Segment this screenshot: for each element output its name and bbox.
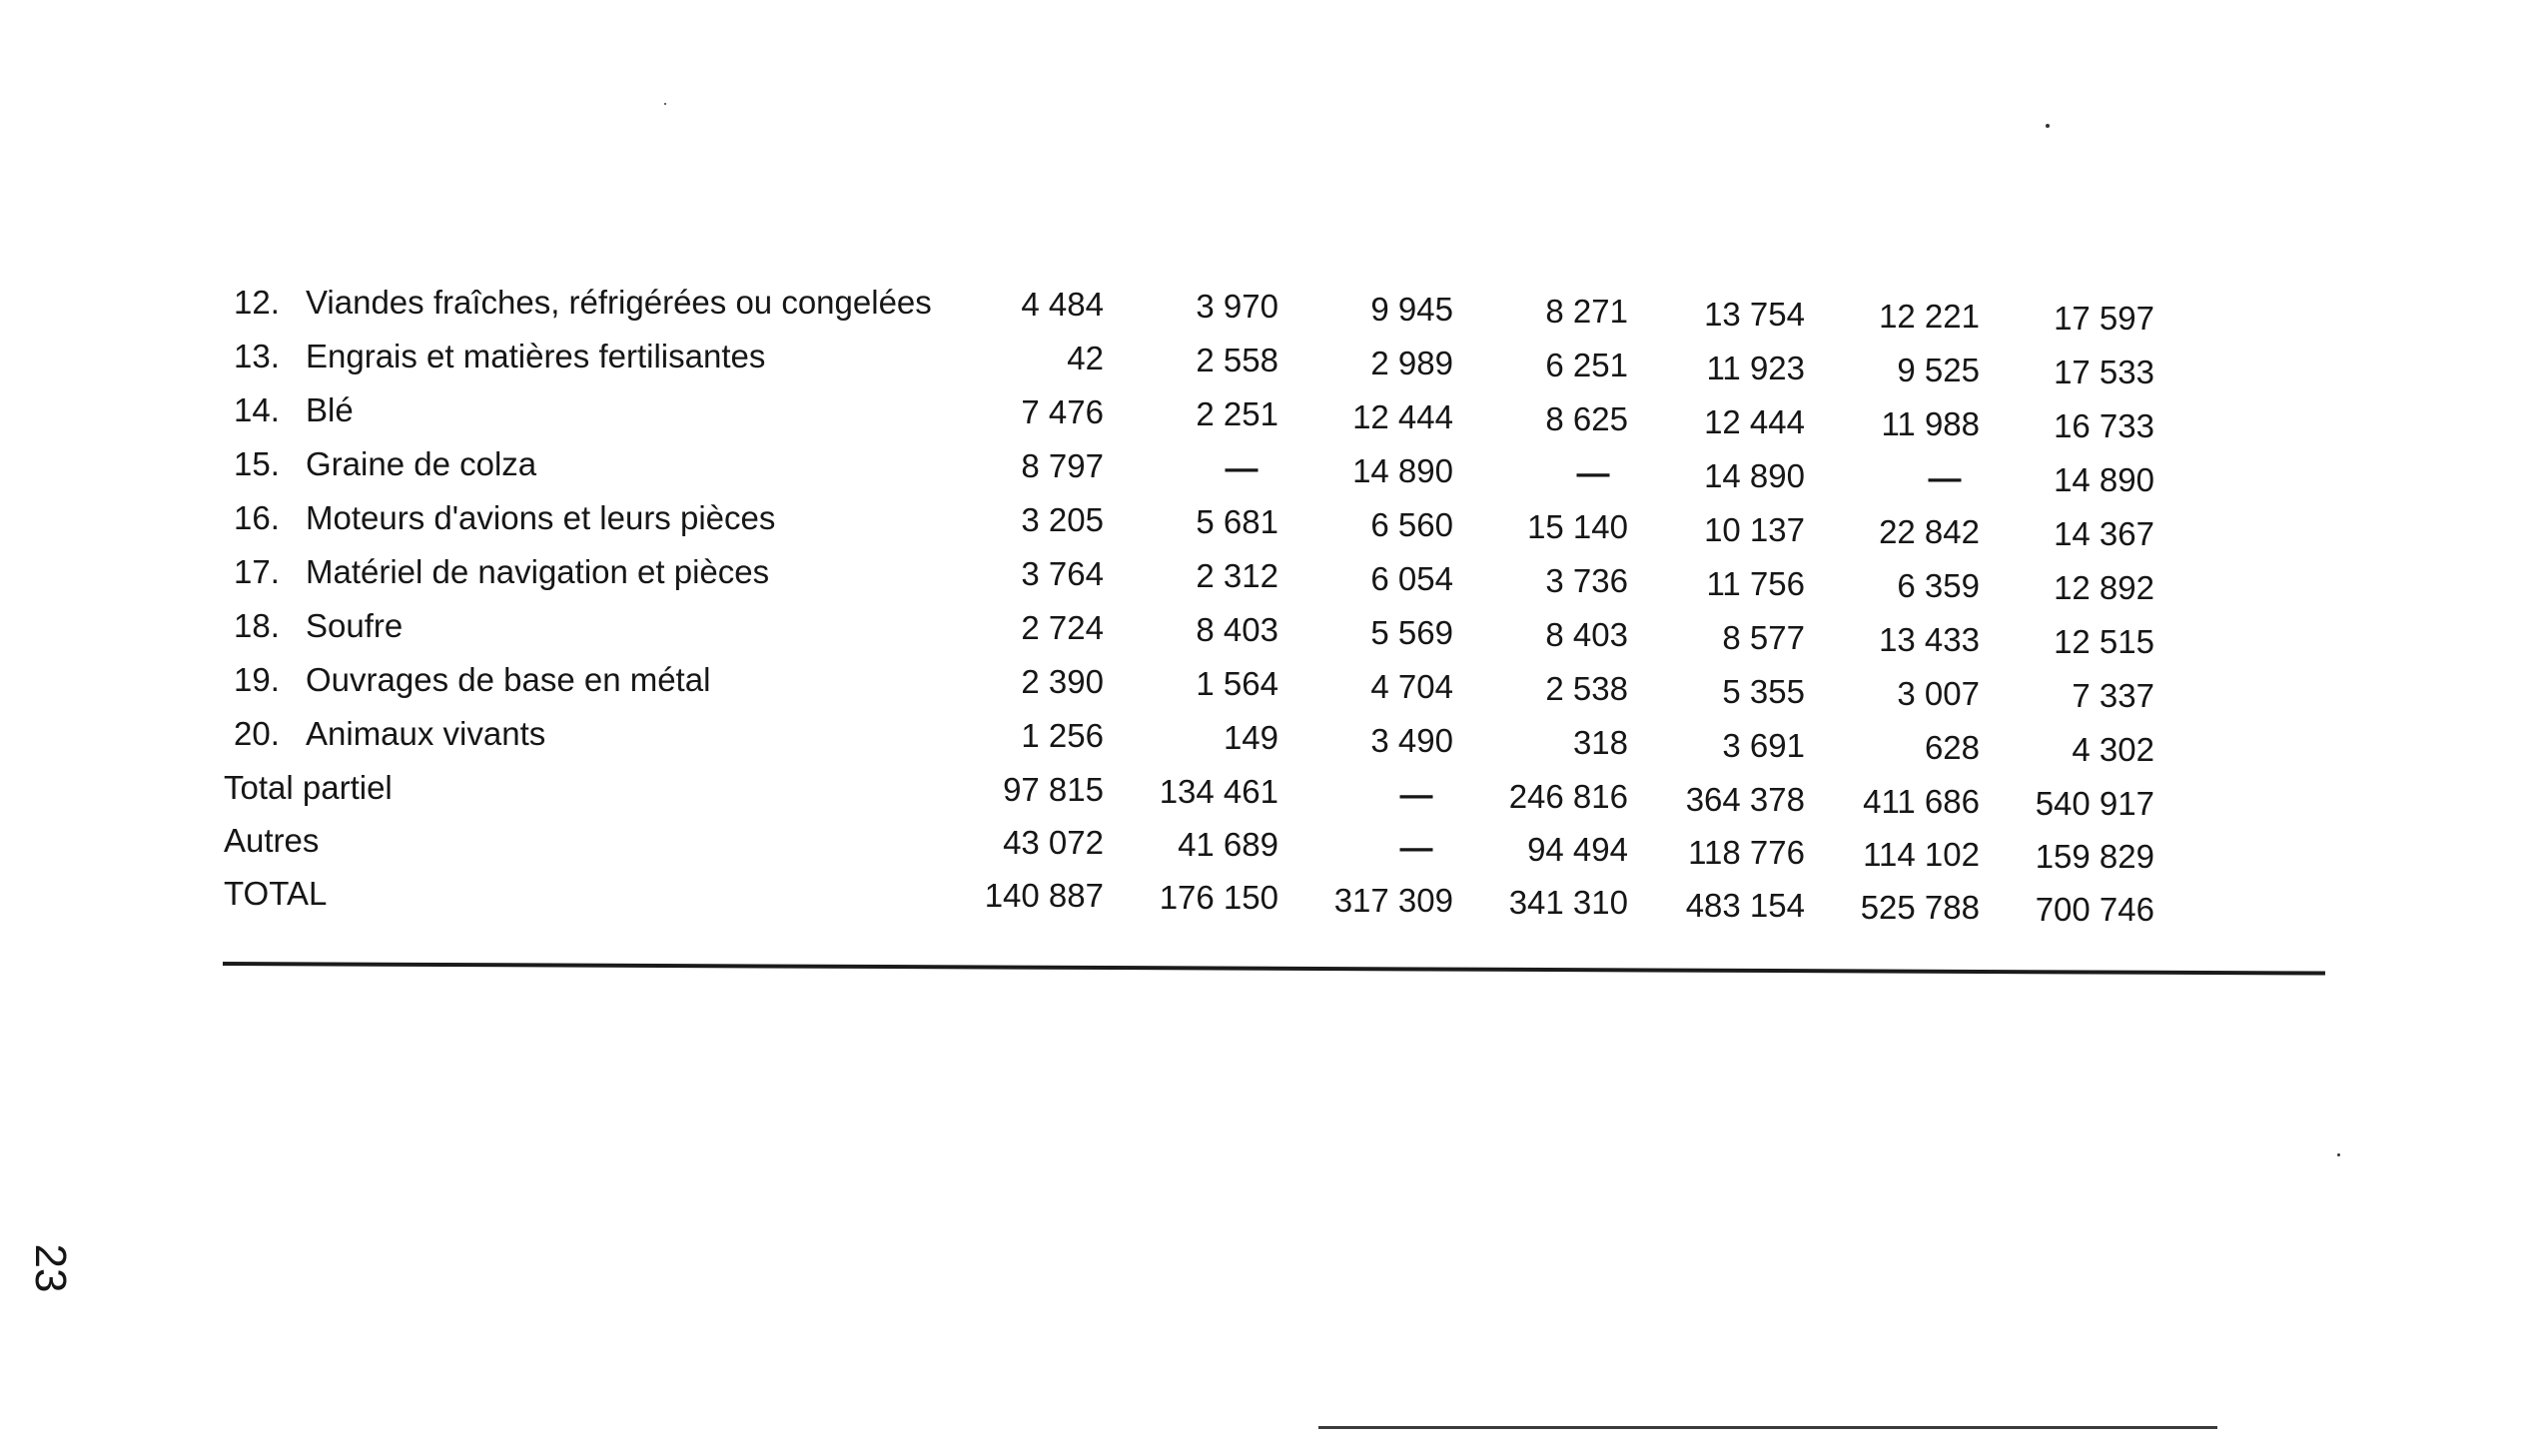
table-cell: 118 776 bbox=[1688, 833, 1805, 871]
row-label: Graine de colza bbox=[306, 445, 537, 482]
table-cell: 12 444 bbox=[1352, 397, 1453, 435]
table-cell: 7 476 bbox=[1021, 393, 1104, 430]
table-cell: 140 887 bbox=[984, 877, 1104, 914]
table-cell: 6 054 bbox=[1370, 559, 1453, 597]
table-cell: 411 686 bbox=[1863, 783, 1980, 820]
table-cell: 700 746 bbox=[2035, 891, 2154, 929]
table-row bbox=[220, 709, 2337, 769]
table-cell: 3 970 bbox=[1196, 288, 1278, 326]
row-number: 19. bbox=[234, 661, 280, 698]
table-cell: 6 359 bbox=[1897, 567, 1980, 604]
table-cell: 11 756 bbox=[1706, 564, 1805, 602]
table-cell: 9 525 bbox=[1897, 352, 1980, 388]
table-cell: 43 072 bbox=[1003, 824, 1104, 861]
table-cell: 364 378 bbox=[1685, 780, 1805, 818]
table-cell: 13 754 bbox=[1704, 295, 1805, 333]
table-cell: — bbox=[1576, 454, 1610, 492]
table-cell: 134 461 bbox=[1159, 773, 1278, 811]
table-cell: 12 892 bbox=[2054, 569, 2154, 607]
table-cell: 2 558 bbox=[1196, 342, 1278, 379]
row-number: 12. bbox=[234, 284, 280, 321]
page-number: 23 bbox=[26, 1243, 75, 1293]
table-cell: 341 310 bbox=[1508, 884, 1628, 922]
row-number: 15. bbox=[234, 445, 280, 482]
row-number: 16. bbox=[234, 499, 280, 536]
table-cell: 17 533 bbox=[2054, 354, 2154, 391]
row-label: Matériel de navigation et pièces bbox=[306, 553, 770, 590]
table-cell: 5 569 bbox=[1370, 613, 1453, 651]
table-cell: 3 764 bbox=[1021, 555, 1104, 592]
table-cell: 8 403 bbox=[1196, 611, 1278, 649]
table-row bbox=[220, 439, 2337, 499]
table-cell: 483 154 bbox=[1685, 886, 1805, 924]
table-cell: — bbox=[1399, 828, 1433, 866]
table-cell: 14 890 bbox=[1352, 451, 1453, 489]
table-cell: 4 484 bbox=[1021, 286, 1104, 323]
table-cell: 2 724 bbox=[1021, 609, 1104, 646]
table-cell: — bbox=[1928, 459, 1962, 496]
table-cell: 2 538 bbox=[1545, 670, 1628, 708]
table-row bbox=[220, 493, 2337, 553]
scan-edge-line bbox=[1318, 1426, 2217, 1429]
table-cell: 16 733 bbox=[2054, 407, 2154, 445]
table-cell: 2 390 bbox=[1021, 663, 1104, 700]
table-cell: 3 691 bbox=[1722, 726, 1805, 764]
table-cell: 628 bbox=[1924, 729, 1980, 766]
table-cell: 149 bbox=[1223, 719, 1278, 757]
table-cell: 2 989 bbox=[1370, 344, 1453, 381]
table-row bbox=[220, 385, 2337, 445]
row-number: 13. bbox=[234, 338, 280, 374]
trade-table bbox=[220, 278, 2337, 929]
table-cell: 8 577 bbox=[1722, 618, 1805, 656]
table-cell: 4 302 bbox=[2072, 731, 2154, 769]
row-number: 20. bbox=[234, 715, 280, 752]
table-cell: 8 797 bbox=[1021, 447, 1104, 484]
table-cell: 14 890 bbox=[2054, 461, 2154, 499]
summary-label: Autres bbox=[224, 822, 320, 859]
table-cell: 41 689 bbox=[1178, 826, 1278, 864]
table-cell: 97 815 bbox=[1003, 771, 1104, 808]
table-cell: 11 988 bbox=[1881, 405, 1980, 442]
table-cell: 10 137 bbox=[1704, 510, 1805, 548]
table-cell: 7 337 bbox=[2072, 677, 2154, 715]
table-cell: 17 597 bbox=[2054, 300, 2154, 338]
table-cell: 6 251 bbox=[1545, 347, 1628, 384]
table-cell: 318 bbox=[1572, 724, 1628, 762]
table-cell: 4 704 bbox=[1370, 667, 1453, 705]
table-row bbox=[220, 547, 2337, 607]
table-cell: 8 403 bbox=[1545, 616, 1628, 654]
table-bottom-rule bbox=[223, 962, 2325, 976]
table-cell: 246 816 bbox=[1508, 778, 1628, 816]
table-cell: 12 515 bbox=[2054, 623, 2154, 661]
table-row bbox=[220, 332, 2337, 391]
table-cell: 159 829 bbox=[2035, 838, 2154, 876]
row-label: Blé bbox=[306, 391, 354, 428]
summary-row-subtotal bbox=[220, 763, 2337, 823]
row-label: Ouvrages de base en métal bbox=[306, 661, 711, 698]
scan-speck bbox=[664, 103, 666, 105]
table-cell: 9 945 bbox=[1370, 290, 1453, 328]
row-label: Viandes fraîches, réfrigérées ou congelées bbox=[306, 284, 932, 321]
table-cell: 14 890 bbox=[1704, 456, 1805, 494]
scan-speck bbox=[2046, 124, 2050, 128]
table-cell: 1 256 bbox=[1021, 717, 1104, 754]
table-cell: 2 251 bbox=[1196, 395, 1278, 433]
table-cell: 2 312 bbox=[1196, 557, 1278, 595]
table-cell: — bbox=[1399, 775, 1433, 813]
row-label: Animaux vivants bbox=[306, 715, 546, 752]
row-label: Soufre bbox=[306, 607, 404, 644]
table-cell: 540 917 bbox=[2035, 785, 2154, 823]
row-number: 17. bbox=[234, 553, 280, 590]
table-cell: 317 309 bbox=[1333, 881, 1453, 919]
row-number: 18. bbox=[234, 607, 280, 644]
table-cell: 13 433 bbox=[1879, 621, 1980, 658]
table-cell: 114 102 bbox=[1863, 836, 1980, 873]
table-cell: 42 bbox=[1067, 340, 1104, 376]
scan-speck bbox=[2337, 1153, 2340, 1156]
table-cell: 15 140 bbox=[1527, 508, 1628, 546]
summary-label: TOTAL bbox=[224, 875, 328, 912]
row-label: Moteurs d'avions et leurs pièces bbox=[306, 499, 776, 536]
row-label: Engrais et matières fertilisantes bbox=[306, 338, 766, 374]
table-row bbox=[220, 278, 2337, 338]
summary-label: Total partiel bbox=[224, 769, 393, 806]
table-cell: 3 490 bbox=[1370, 721, 1453, 759]
table-cell: 3 736 bbox=[1545, 562, 1628, 600]
table-row bbox=[220, 655, 2337, 715]
table-row bbox=[220, 601, 2337, 661]
table-cell: 3 007 bbox=[1897, 675, 1980, 712]
table-cell: 12 221 bbox=[1879, 298, 1980, 335]
table-cell: 12 444 bbox=[1704, 402, 1805, 440]
summary-row-total bbox=[220, 869, 2337, 929]
row-number: 14. bbox=[234, 391, 280, 428]
table-cell: 6 560 bbox=[1370, 505, 1453, 543]
table-cell: 8 271 bbox=[1545, 293, 1628, 331]
table-cell: 22 842 bbox=[1879, 513, 1980, 550]
table-cell: — bbox=[1225, 449, 1259, 487]
table-cell: 1 564 bbox=[1196, 665, 1278, 703]
table-cell: 94 494 bbox=[1527, 831, 1628, 869]
table-cell: 3 205 bbox=[1021, 501, 1104, 538]
table-cell: 5 681 bbox=[1196, 503, 1278, 541]
summary-row-others bbox=[220, 816, 2337, 876]
table-cell: 11 923 bbox=[1706, 349, 1805, 386]
table-cell: 5 355 bbox=[1722, 672, 1805, 710]
table-cell: 8 625 bbox=[1545, 400, 1628, 438]
table-cell: 176 150 bbox=[1159, 879, 1278, 917]
table-cell: 525 788 bbox=[1860, 889, 1980, 926]
table-cell: 14 367 bbox=[2054, 515, 2154, 553]
